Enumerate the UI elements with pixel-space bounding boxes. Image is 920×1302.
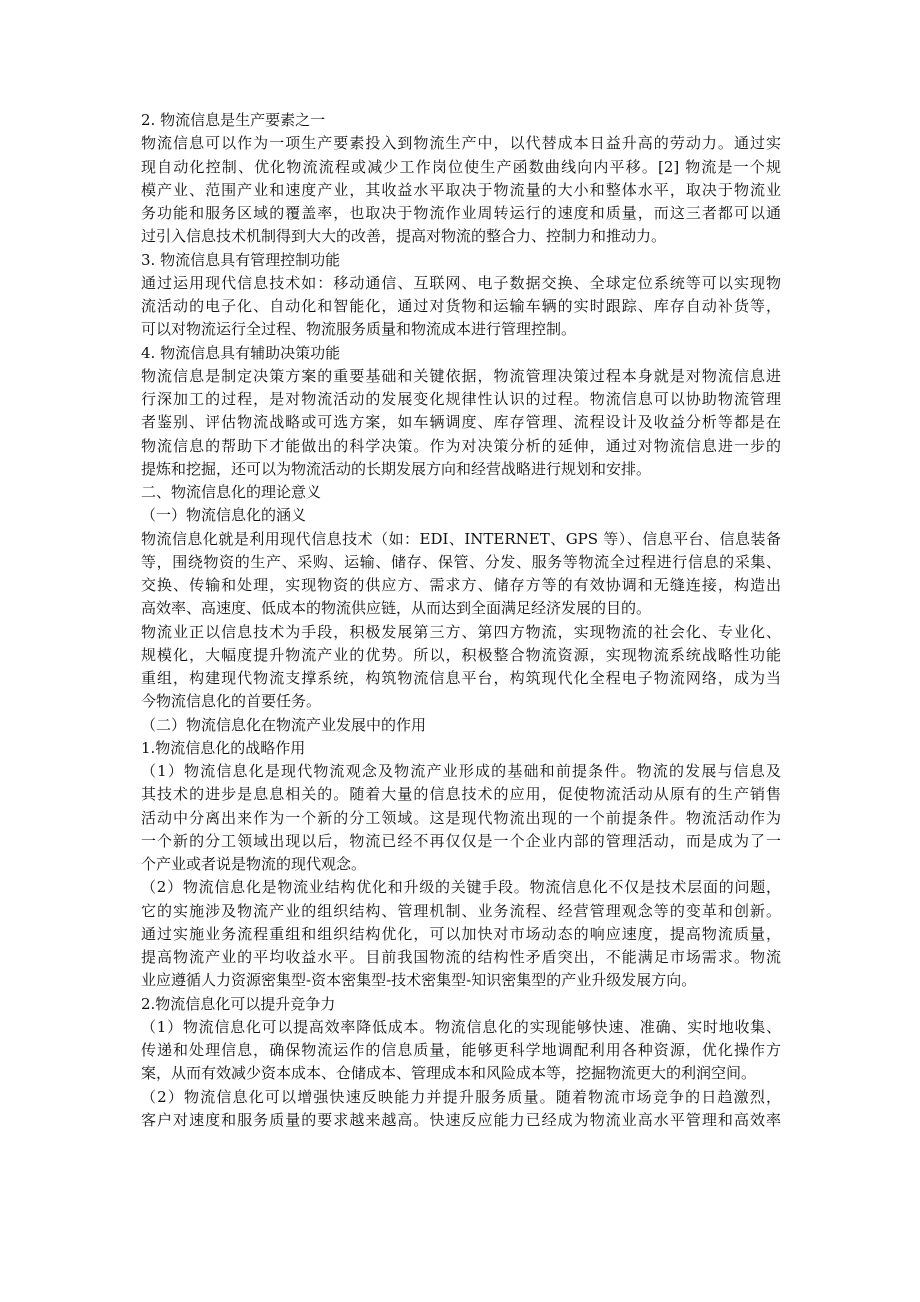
text-line: 物流信息是制定决策方案的重要基础和关键依据，物流管理决策过程本身就是对物流信息进 <box>141 366 781 385</box>
text-line: （二）物流信息化在物流产业发展中的作用 <box>141 715 427 734</box>
body-paragraph <box>141 365 781 481</box>
body-paragraph <box>141 1086 781 1133</box>
body-paragraph <box>141 760 781 876</box>
section-heading <box>141 993 781 1016</box>
text-line: 行深加工的过程，是对物流活动的发展变化规律性认识的过程。物流信息可以协助物流管理 <box>141 390 781 408</box>
section-heading <box>141 249 781 272</box>
text-line: 它的实施涉及物流产业的组织结构、管理机制、业务流程、经营管理观念等的变革和创新。 <box>141 901 781 920</box>
text-line: 规模化，大幅度提升物流产业的优势。所以，积极整合物流资源，实现物流系统战略性功能 <box>141 645 781 664</box>
body-paragraph <box>141 621 781 714</box>
text-line: 3. 物流信息具有管理控制功能 <box>141 250 341 269</box>
text-line: 案，从而有效减少资本成本、仓储成本、管理成本和风险成本等，挖掘物流更大的利润空间。 <box>141 1064 757 1083</box>
text-line: 现自动化控制、优化物流流程或减少工作岗位使生产函数曲线向内平移。[2] 物流是一个规 <box>141 157 781 176</box>
text-line: 提高物流产业的平均收益水平。目前我国物流的结构性矛盾突出，不能满足市场需求。物流 <box>141 948 781 966</box>
text-line: 物流信息可以作为一项生产要素投入到物流生产中，以代替成本日益升高的劳动力。通过实 <box>141 134 781 153</box>
section-heading <box>141 504 781 527</box>
text-line: （1）物流信息化是现代物流观念及物流产业形成的基础和前提条件。物流的发展与信息及 <box>141 762 781 780</box>
text-line: 业应遵循人力资源密集型-资本密集型-技术密集型-知识密集型的产业升级发展方向。 <box>141 971 697 990</box>
text-line: 传递和处理信息，确保物流运作的信息质量，能够更科学地调配利用各种资源，优化操作方 <box>141 1041 781 1059</box>
text-line: （一）物流信息化的涵义 <box>141 506 307 525</box>
text-line: 交换、传输和处理，实现物资的供应方、需求方、储存方等的有效协调和无缝连接，构造出 <box>141 576 781 594</box>
text-line: （2）物流信息化可以增强快速反映能力并提升服务质量。随着物流市场竞争的日趋激烈， <box>141 1087 781 1106</box>
body-paragraph <box>141 132 781 248</box>
text-line: 活动中分离出来作为一个新的分工领域。这是现代物流出现的一个前提条件。物流活动作为 <box>141 808 781 827</box>
text-line: 2.物流信息化可以提升竞争力 <box>141 994 336 1013</box>
text-line: （2）物流信息化是物流业结构优化和升级的关键手段。物流信息化不仅是技术层面的问题， <box>141 878 781 897</box>
text-line: 模产业、范围产业和速度产业，其收益水平取决于物流量的大小和整体水平，取决于物流业 <box>141 180 781 199</box>
body-paragraph <box>141 272 781 342</box>
text-line: 物流业正以信息技术为手段，积极发展第三方、第四方物流，实现物流的社会化、专业化、 <box>141 622 781 641</box>
text-line: 一个新的分工领域出现以后，物流已经不再仅仅是一个企业内部的管理活动，而是成为了一 <box>141 831 781 850</box>
text-line: 个产业或者说是物流的现代观念。 <box>141 855 367 873</box>
body-paragraph <box>141 528 781 621</box>
text-line: 通过运用现代信息技术如：移动通信、互联网、电子数据交换、全球定位系统等可以实现物 <box>141 273 781 292</box>
text-line: 通过实施业务流程重组和组织结构优化，可以加快对市场动态的响应速度，提高物流质量， <box>141 924 781 943</box>
text-line: 1.物流信息化的战略作用 <box>141 738 306 757</box>
text-line: 2. 物流信息是生产要素之一 <box>141 111 326 129</box>
body-paragraph <box>141 876 781 992</box>
text-line: 其技术的进步是息息相关的。随着大量的信息技术的应用，促使物流活动从原有的生产销售 <box>141 785 781 804</box>
text-line: 等，围绕物资的生产、采购、运输、储存、保管、分发、服务等物流全过程进行信息的采集、 <box>141 552 781 571</box>
text-line: 今物流信息化的首要任务。 <box>141 692 322 711</box>
text-line: 二、物流信息化的理论意义 <box>141 483 322 501</box>
text-line: 流活动的电子化、自动化和智能化，通过对货物和运输车辆的实时跟踪、库存自动补货等， <box>141 297 781 315</box>
text-line: 过引入信息技术机制得到大大的改善，提高对物流的整合力、控制力和推动力。 <box>141 227 667 246</box>
text-line: 物流信息的帮助下才能做出的科学决策。作为对决策分析的延伸，通过对物流信息进一步的 <box>141 436 781 455</box>
text-line: 可以对物流运行全过程、物流服务质量和物流成本进行管理控制。 <box>141 320 577 339</box>
document-body <box>141 109 781 1132</box>
text-line: 高效率、高速度、低成本的物流供应链，从而达到全面满足经济发展的目的。 <box>141 599 652 618</box>
text-line: （1）物流信息化可以提高效率降低成本。物流信息化的实现能够快速、准确、实时地收集、 <box>141 1017 781 1036</box>
text-line: 物流信息化就是利用现代信息技术（如：EDI、INTERNET、GPS 等）、信息平台、信息装备 <box>141 529 781 548</box>
text-line: 重组，构建现代物流支撑系统，构筑物流信息平台，构筑现代化全程电子物流网络，成为当 <box>141 669 781 687</box>
text-line: 客户对速度和服务质量的要求越来越高。快速反应能力已经成为物流业高水平管理和高效率 <box>141 1110 781 1129</box>
section-heading <box>141 342 781 365</box>
text-line: 者鉴别、评估物流战略或可选方案，如车辆调度、库存管理、流程设计及收益分析等都是在 <box>141 413 781 432</box>
body-paragraph <box>141 1016 781 1086</box>
text-line: 务功能和服务区域的覆盖率，也取决于物流作业周转运行的速度和质量，而这三者都可以通 <box>141 204 781 222</box>
section-heading <box>141 481 781 504</box>
text-line: 4. 物流信息具有辅助决策功能 <box>141 343 341 362</box>
text-line: 提炼和挖掘，还可以为物流活动的长期发展方向和经营战略进行规划和安排。 <box>141 459 652 478</box>
section-heading <box>141 737 781 760</box>
section-heading <box>141 109 781 132</box>
section-heading <box>141 714 781 737</box>
